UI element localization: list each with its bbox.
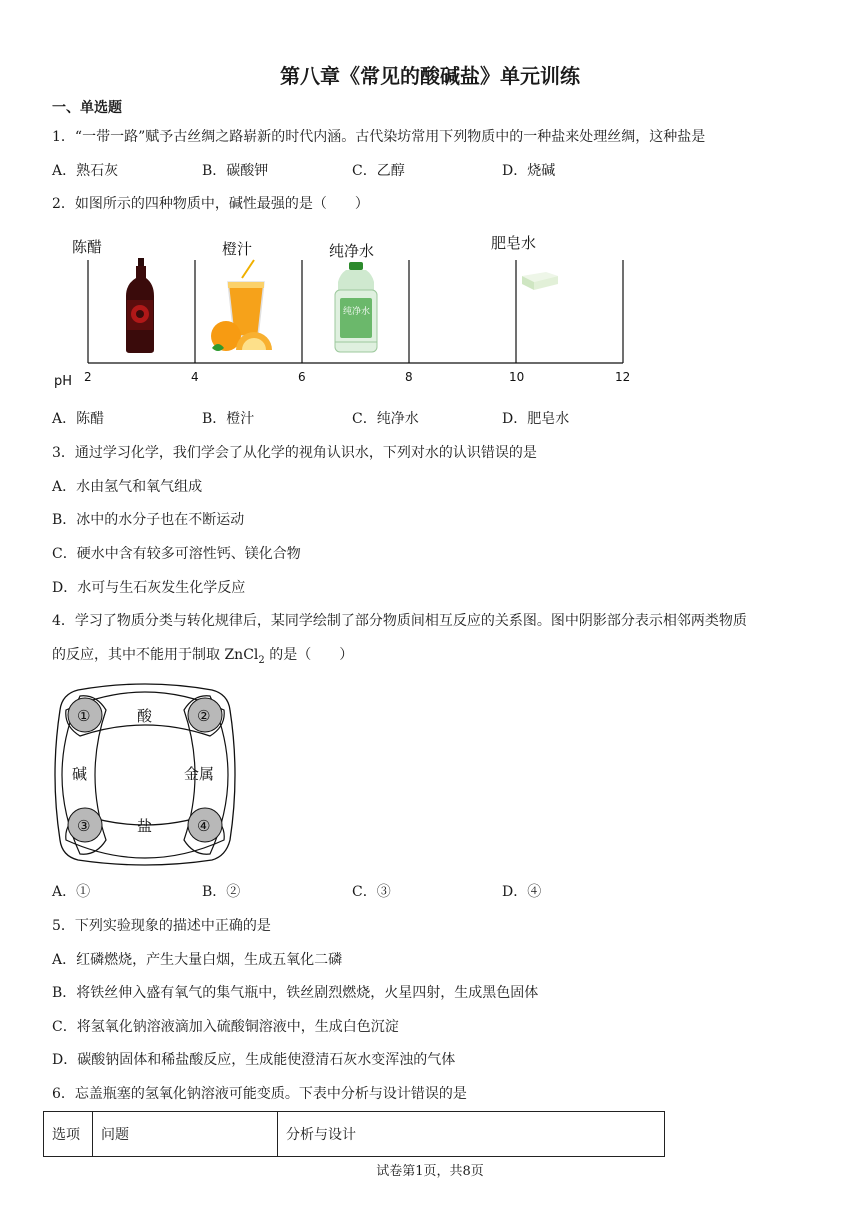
vinegar-bottle-image	[126, 258, 154, 353]
q2-option-c[interactable]: C．纯净水	[352, 411, 419, 427]
marker-1: ①	[77, 707, 91, 725]
q6-header-analysis: 分析与设计	[278, 1112, 665, 1157]
label-pure-water: 纯净水	[329, 242, 375, 260]
q3-option-d[interactable]: D．水可与生石灰发生化学反应	[52, 580, 246, 596]
label-soap-water: 肥皂水	[491, 234, 537, 252]
bottle-brand-text: 纯净水	[343, 307, 371, 317]
q4-option-b[interactable]: B．②	[202, 884, 241, 900]
q6-header-question: 问题	[93, 1112, 278, 1157]
orange-juice-image	[211, 260, 272, 351]
q1-option-c[interactable]: C．乙醇	[352, 163, 405, 179]
tick-2: 2	[84, 370, 92, 384]
q2-option-a[interactable]: A．陈醋	[52, 411, 105, 427]
q1-option-b[interactable]: B．碳酸钾	[202, 163, 269, 179]
tick-8: 8	[405, 370, 413, 384]
tick-10: 10	[509, 370, 525, 384]
q4-option-d[interactable]: D．④	[502, 884, 542, 900]
tick-12: 12	[615, 370, 631, 384]
q4-stem-line1: 4．学习了物质分类与转化规律后，某同学绘制了部分物质间相互反应的关系图。图中阴影部分表示相邻两类物质	[52, 613, 747, 629]
soap-image	[522, 272, 558, 290]
q3-stem: 3．通过学习化学，我们学会了从化学的视角认识水，下列对水的认识错误的是	[52, 445, 537, 461]
q1-stem: 1．“一带一路”赋予古丝绸之路崭新的时代内涵。古代染坊常用下列物质中的一种盐来处理丝绸，这种盐是	[52, 129, 706, 145]
q5-stem: 5．下列实验现象的描述中正确的是	[52, 918, 271, 934]
q6-table	[43, 1111, 665, 1157]
q5-option-a[interactable]: A．红磷燃烧，产生大量白烟，生成五氧化二磷	[52, 952, 343, 968]
label-orange-juice: 橙汁	[222, 240, 253, 258]
label-base: 碱	[72, 765, 88, 783]
q2-stem: 2．如图所示的四种物质中，碱性最强的是（ ）	[52, 196, 369, 212]
q5-option-b[interactable]: B．将铁丝伸入盛有氧气的集气瓶中，铁丝剧烈燃烧，火星四射，生成黑色固体	[52, 985, 539, 1001]
q4-option-c[interactable]: C．③	[352, 884, 391, 900]
label-salt: 盐	[137, 817, 153, 835]
tick-6: 6	[298, 370, 306, 384]
ph-scale-figure	[50, 230, 640, 390]
tick-4: 4	[191, 370, 199, 384]
label-acid: 酸	[137, 707, 153, 725]
q3-option-a[interactable]: A．水由氢气和氧气组成	[52, 479, 203, 495]
page-title: 第八章《常见的酸碱盐》单元训练	[280, 64, 580, 88]
q5-option-c[interactable]: C．将氢氧化钠溶液滴加入硫酸铜溶液中，生成白色沉淀	[52, 1019, 399, 1035]
q2-option-b[interactable]: B．橙汁	[202, 411, 255, 427]
q6-header-option: 选项	[44, 1112, 93, 1157]
q3-option-b[interactable]: B．冰中的水分子也在不断运动	[52, 512, 245, 528]
q1-option-a[interactable]: A．熟石灰	[52, 163, 119, 179]
page-footer: 试卷第1页，共8页	[376, 1164, 484, 1179]
table-row	[44, 1112, 665, 1157]
q4-stem-line2: 的反应，其中不能用于制取 ZnCl$_2$ 的是（ ）	[52, 647, 354, 666]
q4-option-a[interactable]: A．①	[52, 884, 91, 900]
reaction-relation-figure	[50, 680, 240, 870]
section-heading: 一、单选题	[52, 100, 122, 116]
marker-3: ③	[77, 817, 91, 835]
marker-2: ②	[197, 707, 211, 725]
pure-water-bottle-image	[335, 262, 377, 352]
label-metal: 金属	[184, 765, 215, 783]
q3-option-c[interactable]: C．硬水中含有较多可溶性钙、镁化合物	[52, 546, 301, 562]
q1-option-d[interactable]: D．烧碱	[502, 163, 556, 179]
marker-4: ④	[197, 817, 211, 835]
q2-option-d[interactable]: D．肥皂水	[502, 411, 570, 427]
ph-axis-label: pH	[54, 374, 73, 389]
q5-option-d[interactable]: D．碳酸钠固体和稀盐酸反应，生成能使澄清石灰水变浑浊的气体	[52, 1052, 456, 1068]
q6-stem: 6．忘盖瓶塞的氢氧化钠溶液可能变质。下表中分析与设计错误的是	[52, 1086, 467, 1102]
label-vinegar: 陈醋	[72, 238, 103, 256]
